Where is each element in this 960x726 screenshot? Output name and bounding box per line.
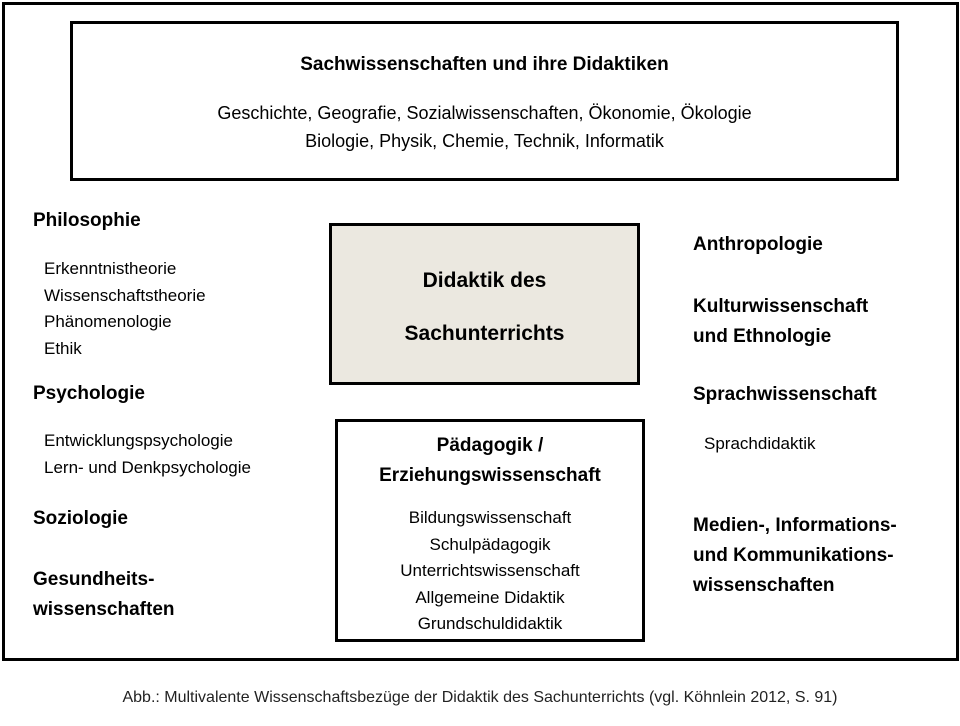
sprache-list [704, 431, 816, 458]
list-item: Unterrichtswissenschaft [400, 561, 580, 580]
philosophie-list [44, 256, 206, 362]
list-item: Phänomenologie [44, 312, 172, 331]
gesundheit-heading-line-1: Gesundheits- [33, 569, 155, 590]
paedagogik-title-line-2: Erziehungswissenschaft [379, 465, 601, 486]
paedagogik-title-line-1: Pädagogik / [436, 435, 544, 456]
list-item: Ethik [44, 338, 82, 358]
gesundheit-heading-line-2: wissenschaften [33, 599, 175, 620]
paedagogik-box [335, 419, 645, 642]
philosophie-heading: Philosophie [33, 210, 141, 231]
psychologie-list [44, 428, 251, 481]
sachwissenschaften-line-2: Biologie, Physik, Chemie, Technik, Informatik [305, 131, 664, 151]
sachwissenschaften-line-1: Geschichte, Geografie, Sozialwissenschaften, Ökonomie, Ökologie [217, 103, 752, 123]
soziologie-heading: Soziologie [33, 508, 128, 529]
medien-heading-line-3: wissenschaften [693, 575, 835, 596]
list-item: Schulpädagogik [429, 534, 551, 554]
list-item: Bildungswissenschaft [408, 508, 572, 527]
medien-heading-line-1: Medien-, Informations- [693, 515, 897, 536]
list-item: Wissenschaftstheorie [44, 285, 206, 305]
kultur-heading-line-2: und Ethnologie [693, 326, 832, 347]
sprache-heading: Sprachwissenschaft [693, 384, 877, 405]
paedagogik-list [338, 505, 642, 638]
medien-heading-line-2: und Kommunikations- [693, 545, 894, 566]
didaktik-sachunterricht-box [329, 223, 640, 385]
center-title-line-1: Didaktik des [422, 269, 547, 292]
list-item: Grundschuldidaktik [417, 614, 563, 633]
list-item: Allgemeine Didaktik [415, 587, 565, 607]
psychologie-heading: Psychologie [33, 383, 145, 404]
sachwissenschaften-title: Sachwissenschaften und ihre Didaktiken [300, 54, 669, 75]
list-item: Erkenntnistheorie [44, 259, 177, 278]
sachwissenschaften-box [70, 21, 899, 181]
list-item: Lern- und Denkpsychologie [44, 457, 251, 477]
list-item: Entwicklungspsychologie [44, 431, 233, 450]
anthropologie-heading: Anthropologie [693, 234, 823, 255]
center-title-line-2: Sachunterrichts [404, 322, 565, 345]
list-item: Sprachdidaktik [704, 434, 816, 453]
kultur-heading-line-1: Kulturwissenschaft [693, 296, 869, 317]
figure-caption: Abb.: Multivalente Wissenschaftsbezüge der Didaktik des Sachunterrichts (vgl. Köhnlein 2012, S. 91) [122, 689, 838, 706]
